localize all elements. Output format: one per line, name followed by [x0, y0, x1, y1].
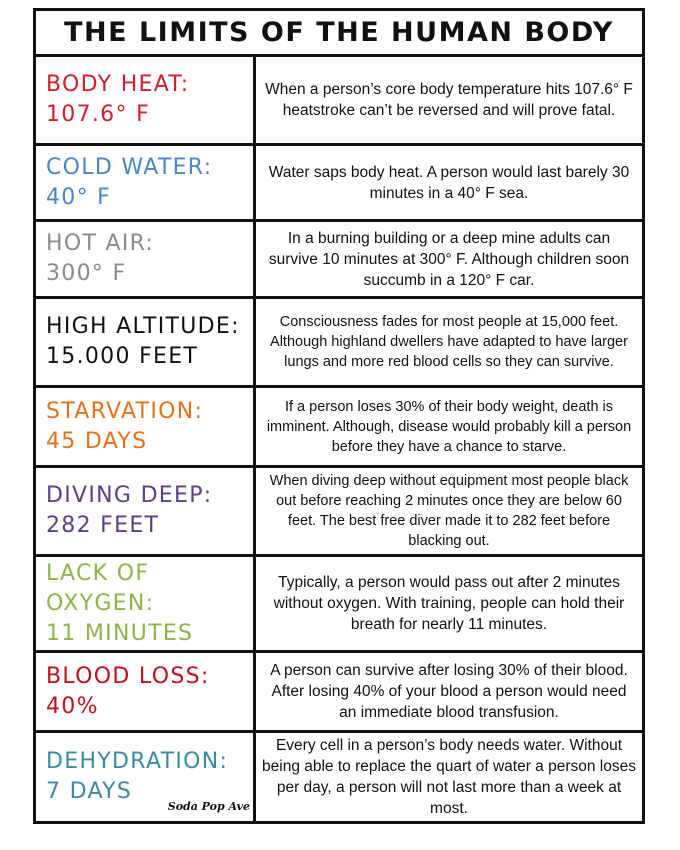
- row-name: HOT AIR:: [46, 231, 155, 256]
- row-label: [46, 57, 251, 143]
- table-row: [36, 468, 642, 557]
- table-row: [36, 557, 642, 653]
- table-row: [36, 222, 642, 299]
- row-label: [46, 557, 251, 650]
- row-description: A person can survive after losing 30% of their blood. After losing 40% of your blood a person would need an immediate blood transfusion.: [270, 662, 628, 721]
- row-label: [46, 388, 251, 465]
- row-description: If a person loses 30% of their body weight, death is imminent. Although, disease would probably kill a person before they have a chance to starve.: [266, 398, 632, 455]
- table-row: [36, 388, 642, 468]
- row-label: [46, 468, 251, 554]
- row-name: DIVING DEEP:: [46, 483, 213, 508]
- row-name: BODY HEAT:: [46, 72, 190, 97]
- row-description: Water saps body heat. A person would last barely 30 minutes in a 40° F sea.: [268, 163, 630, 202]
- row-label: [46, 146, 251, 219]
- row-label: [46, 299, 251, 385]
- row-description: When a person’s core body temperature hits 107.6° F heatstroke can’t be reversed and will prove fatal.: [265, 81, 633, 119]
- table-row: [36, 299, 642, 388]
- row-description: Every cell in a person’s body needs water. Without being able to replace the quart of water a person loses per day, a person will not last more than a week at most.: [262, 737, 636, 817]
- row-name: DEHYDRATION:: [46, 749, 229, 774]
- row-value: 15.000 FEET: [46, 344, 199, 369]
- table-row: [36, 733, 642, 821]
- table-row: [36, 653, 642, 733]
- row-description: In a burning building or a deep mine adults can survive 10 minutes at 300° F. Although children soon succumb in a 120° F car.: [268, 229, 630, 289]
- table-row: [36, 146, 642, 222]
- row-value: 40° F: [46, 184, 112, 210]
- row-name: BLOOD LOSS:: [46, 663, 210, 689]
- limits-sheet: [33, 8, 645, 824]
- row-value: 45 DAYS: [46, 428, 148, 454]
- row-description: When diving deep without equipment most people black out before reaching 2 minutes once they are below 60 feet. The best free diver made it to 282 feet before blacking out.: [269, 473, 629, 549]
- row-name-line2: OXYGEN:: [46, 590, 155, 616]
- row-description: Consciousness fades for most people at 15,000 feet. Although highland dwellers have adapted to have larger lungs and more red blood cells so they can survive.: [270, 314, 628, 370]
- page-title: THE LIMITS OF THE HUMAN BODY: [36, 11, 642, 57]
- row-name: LACK OF: [46, 560, 150, 586]
- row-name: COLD WATER:: [46, 154, 213, 180]
- table-row: [36, 57, 642, 146]
- row-value: 282 FEET: [46, 513, 160, 538]
- row-label: [46, 222, 251, 296]
- column-divider: [253, 57, 256, 821]
- row-value: 40%: [46, 693, 99, 719]
- row-label: [46, 653, 251, 730]
- row-value: 107.6° F: [46, 102, 151, 127]
- credit-signature: Soda Pop Ave: [167, 800, 250, 813]
- row-name: STARVATION:: [46, 398, 204, 424]
- row-value: 11 MINUTES: [46, 620, 194, 646]
- row-value: 300° F: [46, 261, 127, 286]
- row-name: HIGH ALTITUDE:: [46, 314, 240, 339]
- row-value: 7 DAYS: [46, 779, 133, 804]
- row-description: Typically, a person would pass out after 2 minutes without oxygen. With training, people can hold their breath for nearly 11 minutes.: [273, 574, 625, 633]
